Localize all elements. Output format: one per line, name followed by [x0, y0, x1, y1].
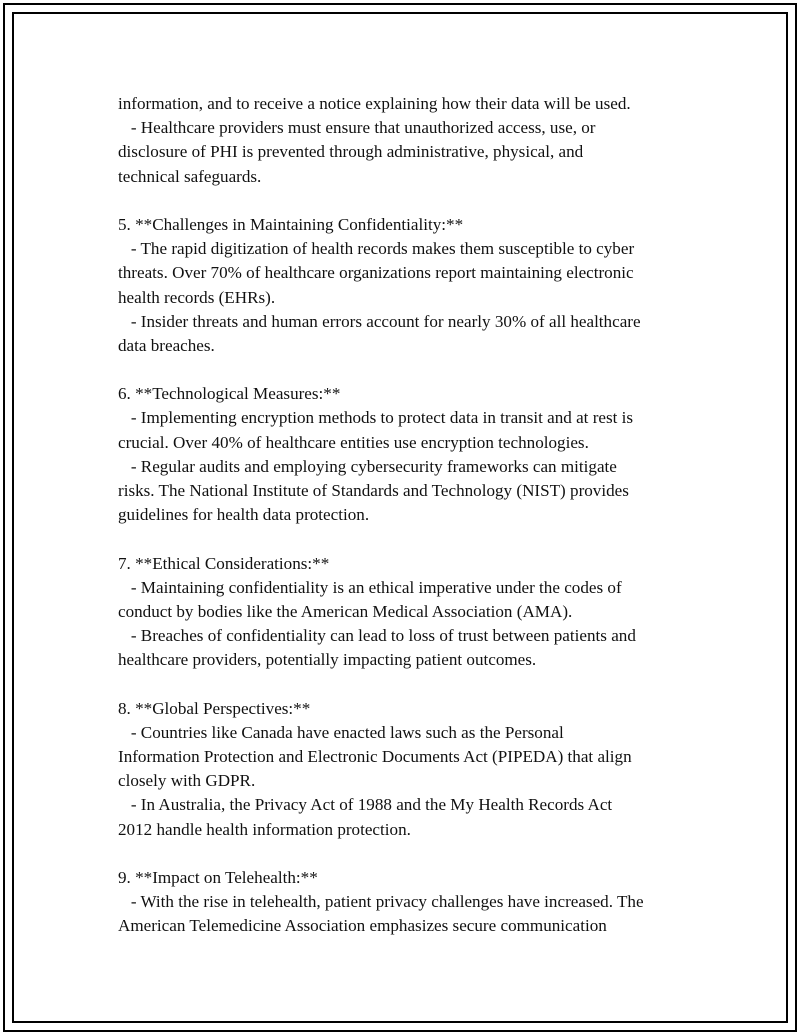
- text-line: - Regular audits and employing cybersecurity frameworks can mitigate: [118, 456, 617, 476]
- paragraph-spacer: [118, 527, 718, 551]
- paragraph-spacer: [118, 358, 718, 382]
- document-paragraph: [118, 213, 718, 358]
- paragraph-spacer: [118, 189, 718, 213]
- text-line: 5. **Challenges in Maintaining Confidentiality:**: [118, 214, 464, 234]
- document-paragraph: [118, 866, 718, 939]
- text-line: risks. The National Institute of Standards and Technology (NIST) provides: [118, 481, 629, 500]
- text-line: healthcare providers, potentially impacting patient outcomes.: [118, 650, 537, 670]
- text-line: - Insider threats and human errors account for nearly 30% of all healthcare: [118, 311, 641, 331]
- document-body: [118, 92, 718, 939]
- text-line: - The rapid digitization of health records makes them susceptible to cyber: [118, 239, 635, 259]
- document-paragraph: [118, 382, 718, 527]
- text-line: health records (EHRs).: [118, 287, 276, 307]
- text-line: - In Australia, the Privacy Act of 1988 and the My Health Records Act: [118, 795, 613, 815]
- text-line: crucial. Over 40% of healthcare entities use encryption technologies.: [118, 432, 589, 452]
- text-line: - Implementing encryption methods to protect data in transit and at rest is: [118, 408, 634, 428]
- text-line: information, and to receive a notice explaining how their data will be used.: [118, 94, 631, 113]
- document-paragraph: [118, 92, 718, 189]
- text-line: disclosure of PHI is prevented through administrative, physical, and: [118, 142, 584, 162]
- text-line: conduct by bodies like the American Medical Association (AMA).: [118, 601, 573, 621]
- text-line: guidelines for health data protection.: [118, 505, 370, 525]
- document-paragraph: [118, 552, 718, 673]
- text-line: - Healthcare providers must ensure that unauthorized access, use, or: [118, 118, 596, 138]
- text-line: closely with GDPR.: [118, 771, 256, 791]
- text-line: 7. **Ethical Considerations:**: [118, 553, 330, 573]
- text-line: - Countries like Canada have enacted laws such as the Personal: [118, 722, 564, 742]
- paragraph-spacer: [118, 842, 718, 866]
- text-line: - Maintaining confidentiality is an ethical imperative under the codes of: [118, 577, 622, 597]
- text-line: 2012 handle health information protection.: [118, 819, 411, 839]
- text-line: 6. **Technological Measures:**: [118, 384, 341, 404]
- text-line: - Breaches of confidentiality can lead to loss of trust between patients and: [118, 626, 636, 646]
- text-line: data breaches.: [118, 335, 215, 355]
- text-line: threats. Over 70% of healthcare organizations report maintaining electronic: [118, 263, 634, 283]
- text-line: technical safeguards.: [118, 166, 262, 186]
- text-line: Information Protection and Electronic Documents Act (PIPEDA) that align: [118, 747, 632, 767]
- text-line: 9. **Impact on Telehealth:**: [118, 868, 318, 887]
- text-line: - With the rise in telehealth, patient privacy challenges have increased. The: [118, 892, 644, 912]
- text-line: American Telemedicine Association emphasizes secure communication: [118, 916, 607, 936]
- document-paragraph: [118, 697, 718, 842]
- paragraph-spacer: [118, 673, 718, 697]
- text-line: 8. **Global Perspectives:**: [118, 698, 311, 718]
